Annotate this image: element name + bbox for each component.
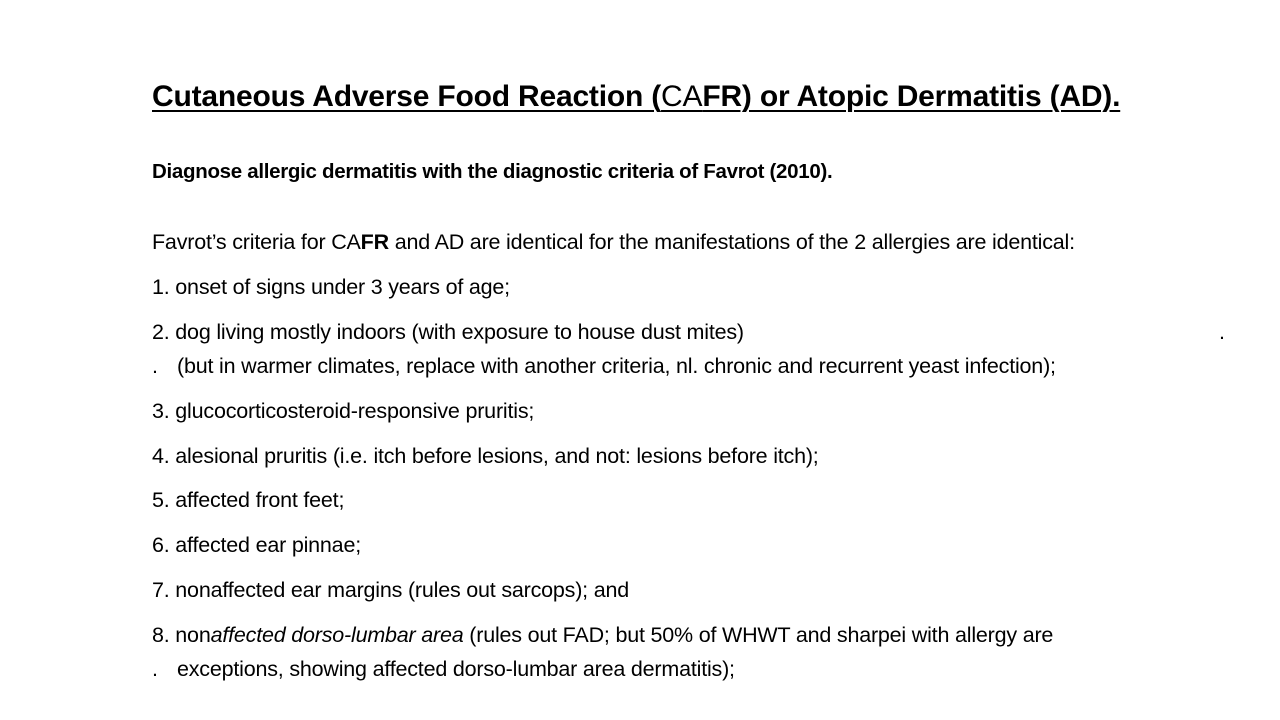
criterion-2-dot-left: . xyxy=(152,354,158,378)
criterion-3: 3. glucocorticosteroid-responsive pruritis; xyxy=(152,399,535,423)
criterion-8-part-2: affected dorso-lumbar area xyxy=(210,623,464,647)
criterion-2-dot-right: . xyxy=(1219,320,1225,344)
criterion-6: 6. affected ear pinnae; xyxy=(152,533,361,557)
intro-part-1: Favrot’s criteria for CA xyxy=(152,230,361,254)
criterion-7: 7. nonaffected ear margins (rules out sarcops); and xyxy=(152,578,630,602)
intro-part-3: and AD are identical for the manifestations of the 2 allergies are identical: xyxy=(388,230,1075,254)
criterion-8-dot-left: . xyxy=(152,657,158,681)
intro-part-2: FR xyxy=(360,230,389,254)
title-part-1: Cutaneous Adverse Food Reaction ( xyxy=(152,80,662,113)
criterion-1: 1. onset of signs under 3 years of age; xyxy=(152,275,510,299)
criterion-2-continuation: (but in warmer climates, replace with another criteria, nl. chronic and recurrent yeast infection); xyxy=(177,354,1056,378)
slide-subtitle: Diagnose allergic dermatitis with the diagnostic criteria of Favrot (2010). xyxy=(152,160,833,183)
criterion-8-part-3: (rules out FAD; but 50% of WHWT and sharpei with allergy are xyxy=(463,623,1054,647)
criterion-2: 2. dog living mostly indoors (with exposure to house dust mites) xyxy=(152,320,744,344)
criterion-4: 4. alesional pruritis (i.e. itch before lesions, and not: lesions before itch); xyxy=(152,444,819,468)
criterion-8 xyxy=(152,623,1053,648)
criterion-8-continuation: exceptions, showing affected dorso-lumbar area dermatitis); xyxy=(177,657,735,681)
criterion-8-part-1: 8. non xyxy=(152,623,211,647)
criterion-5: 5. affected front feet; xyxy=(152,488,345,512)
title-part-3: FR) or Atopic Dermatitis (AD). xyxy=(702,80,1121,113)
intro-line xyxy=(152,230,1075,255)
slide-title xyxy=(152,80,1120,114)
title-part-2: CA xyxy=(661,80,703,113)
